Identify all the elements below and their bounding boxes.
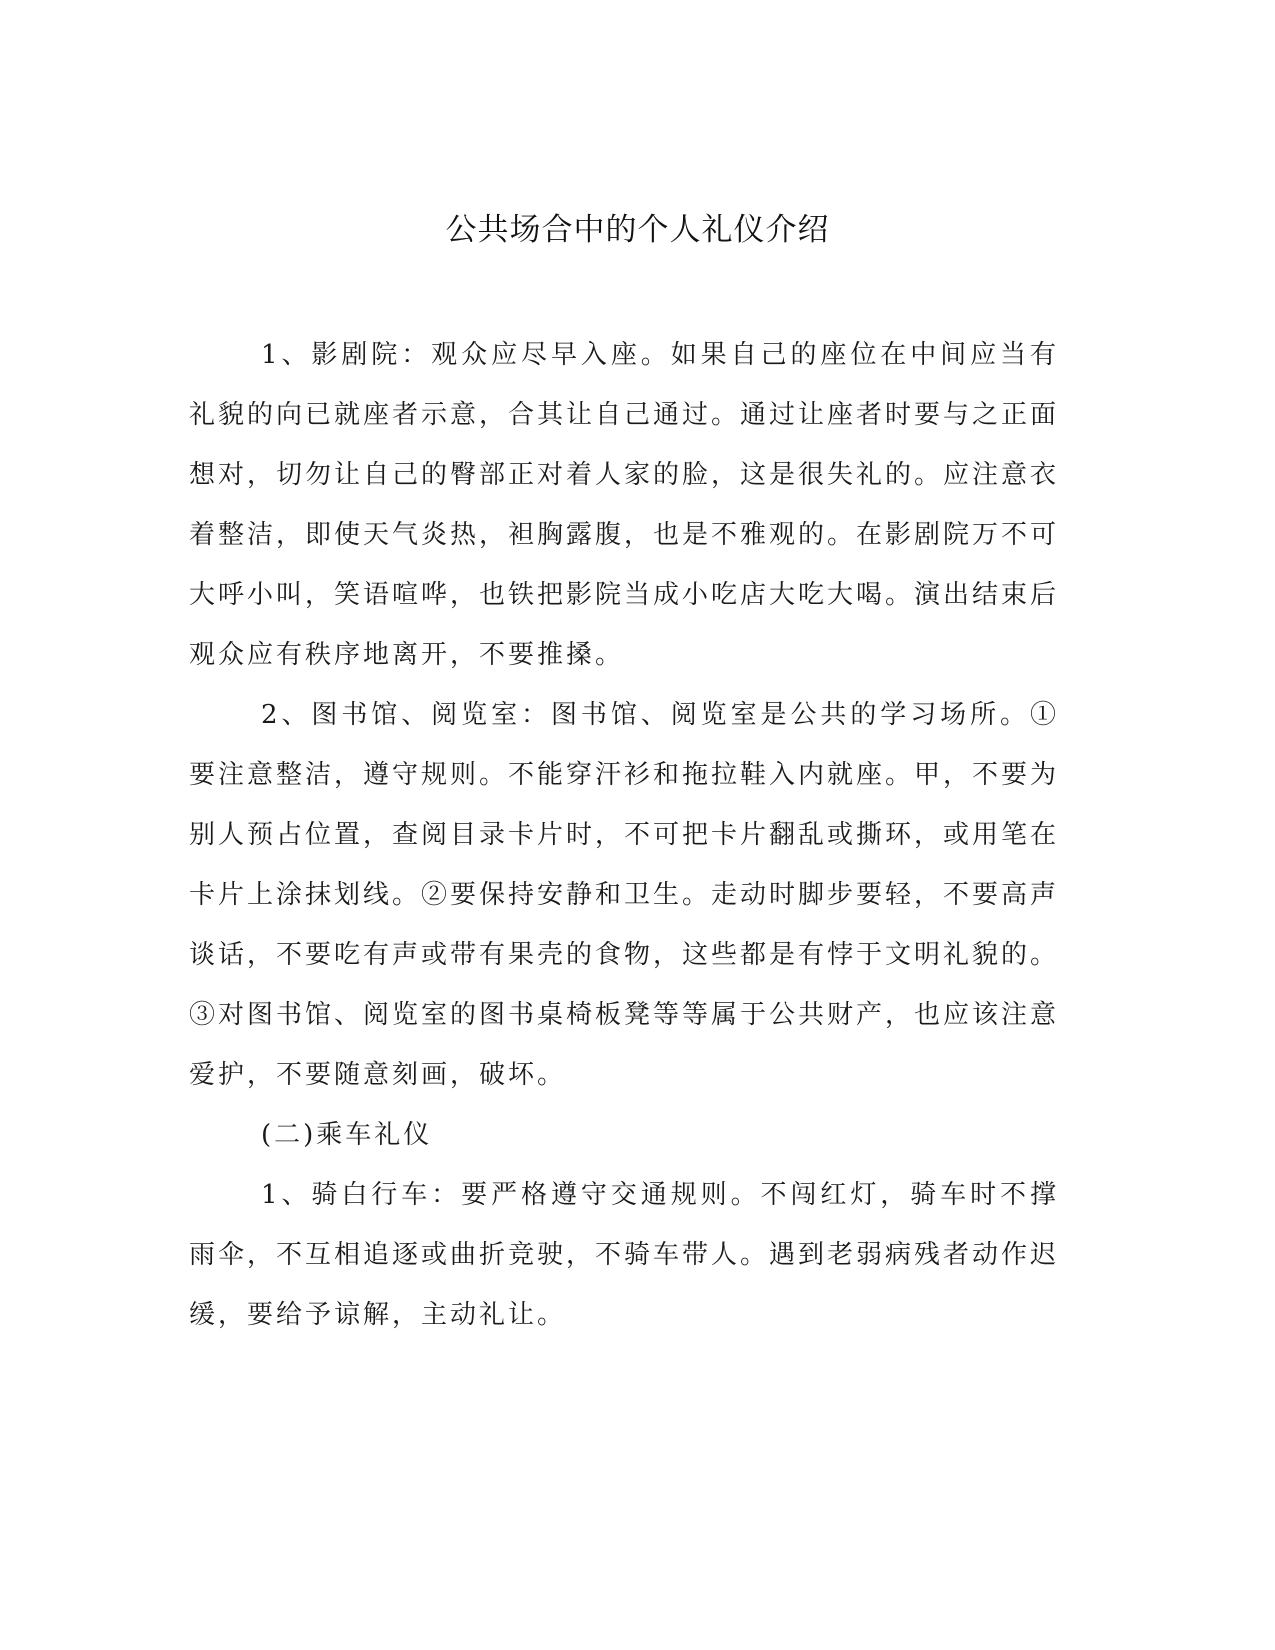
paragraph-bicycle: 1、骑白行车：要严格遵守交通规则。不闯红灯，骑车时不撑雨伞，不互相追逐或曲折竞驶，不骑车带人。遇到老弱病残者动作迟缓，要给予谅解，主动礼让。 (189, 1180, 1060, 1330)
paragraph-library: 2、图书馆、阅览室：图书馆、阅览室是公共的学习场所。①要注意整洁，遵守规则。不能穿汗衫和拖拉鞋入内就座。甲，不要为别人预占位置，查阅目录卡片时，不可把卡片翻乱或撕环，或用笔在卡片上涂抹划线。②要保持安静和卫生。走动时脚步要轻，不要高声谈话，不要吃有声或带有果壳的食物，这些都是有悖于文明礼貌的。③对图书馆、阅览室的图书桌椅板凳等等属于公共财产，也应该注意爱护，不要随意刻画，破坏。 (189, 700, 1060, 1090)
paragraph-theater: 1、影剧院：观众应尽早入座。如果自己的座位在中间应当有礼貌的向已就座者示意，合其让自己通过。通过让座者时要与之正面想对，切勿让自己的臀部正对着人家的脸，这是很失礼的。应注意衣着整洁，即使天气炎热，袒胸露腹，也是不雅观的。在影剧院万不可大呼小叫，笑语喧哗，也铁把影院当成小吃店大吃大喝。演出结束后观众应有秩序地离开，不要推搡。 (189, 340, 1060, 670)
document-body (189, 325, 1059, 1345)
section-heading-riding: (二)乘车礼仪 (261, 1120, 433, 1150)
document-title: 公共场合中的个人礼仪介绍 (445, 212, 830, 248)
